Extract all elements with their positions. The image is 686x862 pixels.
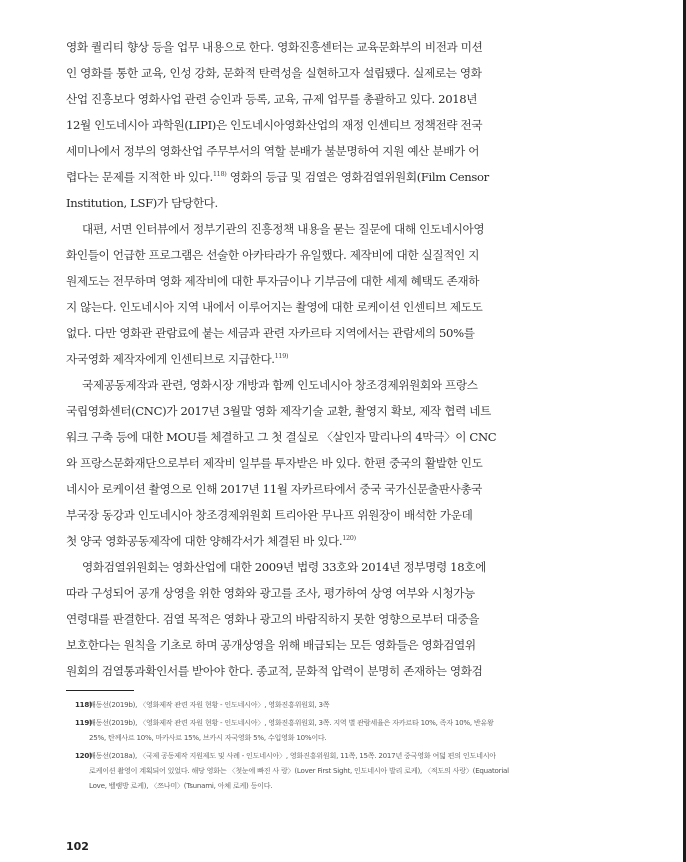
body-line-text: 국립영화센터(CNC)가 2017년 3월말 영화 제작기술 교환, 촬영지 확보, 제작 협력 네트	[66, 404, 491, 418]
footnote-text	[89, 715, 518, 745]
body-line	[66, 320, 518, 346]
body-line	[66, 372, 518, 398]
footnote-number: 119)	[75, 718, 93, 727]
footnote-number: 120)	[75, 751, 93, 760]
body-line-text: 12월 인도네시아 과학원(LIPI)은 인도네시아영화산업의 재정 인센티브 정책전략 전국	[66, 118, 483, 132]
footnote	[66, 748, 518, 793]
body-line	[66, 86, 518, 112]
body-line-text: 렵다는 문제를 지적한 바 있다.	[66, 170, 213, 184]
footnote-line: Love, 벨램방 로케), 〈쯔나미〉(Tsunami, 아체 로케) 등이다.	[89, 781, 273, 790]
body-line-text: 영화의 등급 및 검열은 영화검열위원회(Film Censor	[226, 170, 489, 184]
body-line-text: 따라 구성되어 공개 상영을 위한 영화와 광고를 조사, 평가하여 상영 여부와 시청가능	[66, 586, 475, 600]
body-line	[66, 294, 518, 320]
body-line-text: 연령대를 판결한다. 검열 목적은 영화나 광고의 바람직하지 못한 영향으로부터 대중을	[66, 612, 480, 626]
footnote-reference: 119)	[274, 352, 289, 361]
body-line-text: 영화 퀄리티 향상 등을 업무 내용으로 한다. 영화진흥센터는 교육문화부의 비전과 미션	[66, 40, 483, 54]
body-line-text: 세미나에서 정부의 영화산업 주무부서의 역할 분배가 불분명하여 지원 예산 분배가 어	[66, 144, 480, 158]
footnote-reference: 118)	[212, 170, 227, 179]
footnotes	[66, 697, 518, 796]
body-line-text: 네시아 로케이션 촬영으로 인해 2017년 11월 자카르타에서 중국 국가신문출판사총국	[66, 482, 483, 496]
body-line	[66, 580, 518, 606]
body-line	[66, 60, 518, 86]
body-line	[66, 216, 518, 242]
footnote-line: 로케이션 촬영이 계획되어 있었다. 해당 영화는 〈첫눈에 빠진 사 랑〉(Lover First Sight, 인도네시아 발리 로케), 〈적도의 사랑〉(Equatorial	[89, 766, 509, 775]
body-line-text: 첫 양국 영화공동제작에 대한 양해각서가 체결된 바 있다.	[66, 534, 343, 548]
footnote-reference: 120)	[342, 534, 356, 543]
body-line	[66, 450, 518, 476]
body-line	[66, 502, 518, 528]
page-number: 102	[66, 840, 89, 853]
footnote-line: 배동선(2019b), 〈영화제작 관련 자원 현황 - 인도네시아〉, 영화진흥위원회, 3쪽	[89, 700, 330, 709]
body-line	[66, 190, 518, 216]
body-line-text: 국제공동제작과 관련, 영화시장 개방과 함께 인도네시아 창조경제위원회와 프랑스	[82, 378, 478, 392]
body-line	[66, 164, 518, 190]
body-line	[66, 632, 518, 658]
body-line-text: 영화검열위원회는 영화산업에 대한 2009년 법령 33호와 2014년 정부명령 18호에	[82, 560, 486, 574]
body-line-text: 자국영화 제작자에게 인센티브로 지급한다.	[66, 352, 275, 366]
body-line-text: 원제도는 전무하며 영화 제작비에 대한 투자금이나 기부금에 대한 세제 혜택도 존재하	[66, 274, 480, 288]
body-line	[66, 268, 518, 294]
body-line	[66, 138, 518, 164]
footnote-rule	[66, 690, 134, 691]
body-line	[66, 424, 518, 450]
footnote-text	[89, 748, 518, 793]
footnote-line: 25%, 탄께사르 10%, 마카사르 15%, 브카시 자국영화 5%, 수입영화 10%이다.	[89, 733, 327, 742]
body-line-text: 인 영화를 통한 교육, 인성 강화, 문화적 탄력성을 실현하고자 설립됐다. 실제로는 영화	[66, 66, 482, 80]
body-line-text: 대편, 서면 인터뷰에서 정부기관의 진흥정책 내용을 묻는 질문에 대해 인도네시아영	[82, 222, 485, 236]
footnote	[66, 697, 518, 712]
body-line	[66, 658, 518, 684]
body-line	[66, 398, 518, 424]
body-line-text: 지 않는다. 인도네시아 지역 내에서 이루어지는 촬영에 대한 로케이션 인센티브 제도도	[66, 300, 483, 314]
body-line-text: 부국장 동강과 인도네시아 창조경제위원회 트리아완 무나프 위원장이 배석한 가운데	[66, 508, 473, 522]
body-line	[66, 476, 518, 502]
body-line	[66, 242, 518, 268]
body-line	[66, 34, 518, 60]
footnote-text	[89, 697, 518, 712]
body-line	[66, 606, 518, 632]
body-line	[66, 554, 518, 580]
footnote	[66, 715, 518, 745]
body-line	[66, 528, 518, 554]
body-line-text: 산업 진흥보다 영화사업 관련 승인과 등록, 교육, 규제 업무를 총괄하고 있다. 2018년	[66, 92, 478, 106]
body-line-text: 화인들이 언급한 프로그램은 선술한 아카타라가 유일했다. 제작비에 대한 실질적인 지	[66, 248, 480, 262]
footnote-line: 배동선(2019b), 〈영화제작 관련 자원 현황 - 인도네시아〉, 영화진흥위원회, 3쪽. 지역 별 관람세율은 자카르타 10%, 족자 10%, 반유왕	[89, 718, 494, 727]
footnote-number: 118)	[75, 700, 93, 709]
footnote-line: 배동선(2018a), 〈국제 공동제작 지원제도 및 사례 - 인도네시아〉, 영화진흥위원회, 11쪽, 15쪽. 2017년 중국영화 여덟 편의 인도네시아	[89, 751, 496, 760]
body-line	[66, 346, 518, 372]
body-line-text: 와 프랑스문화재단으로부터 제작비 일부를 투자받은 바 있다. 한편 중국의 활발한 인도	[66, 456, 483, 470]
body-line-text: 워크 구축 등에 대한 MOU를 체결하고 그 첫 결실로 〈살인자 말리나의 4막극〉이 CNC	[66, 430, 497, 444]
body-line	[66, 112, 518, 138]
body-line-text: 없다. 다만 영화관 관람료에 붙는 세금과 관련 자카르타 지역에서는 관람세의 50%를	[66, 326, 475, 340]
body-line-text: 원회의 검열통과확인서를 받아야 한다. 종교적, 문화적 압력이 분명히 존재하는 영화검	[66, 664, 483, 678]
body-line-text: Institution, LSF)가 담당한다.	[66, 196, 218, 210]
body-line-text: 보호한다는 원칙을 기초로 하며 공개상영을 위해 배급되는 모든 영화들은 영화검열위	[66, 638, 476, 652]
body-text	[66, 34, 518, 684]
